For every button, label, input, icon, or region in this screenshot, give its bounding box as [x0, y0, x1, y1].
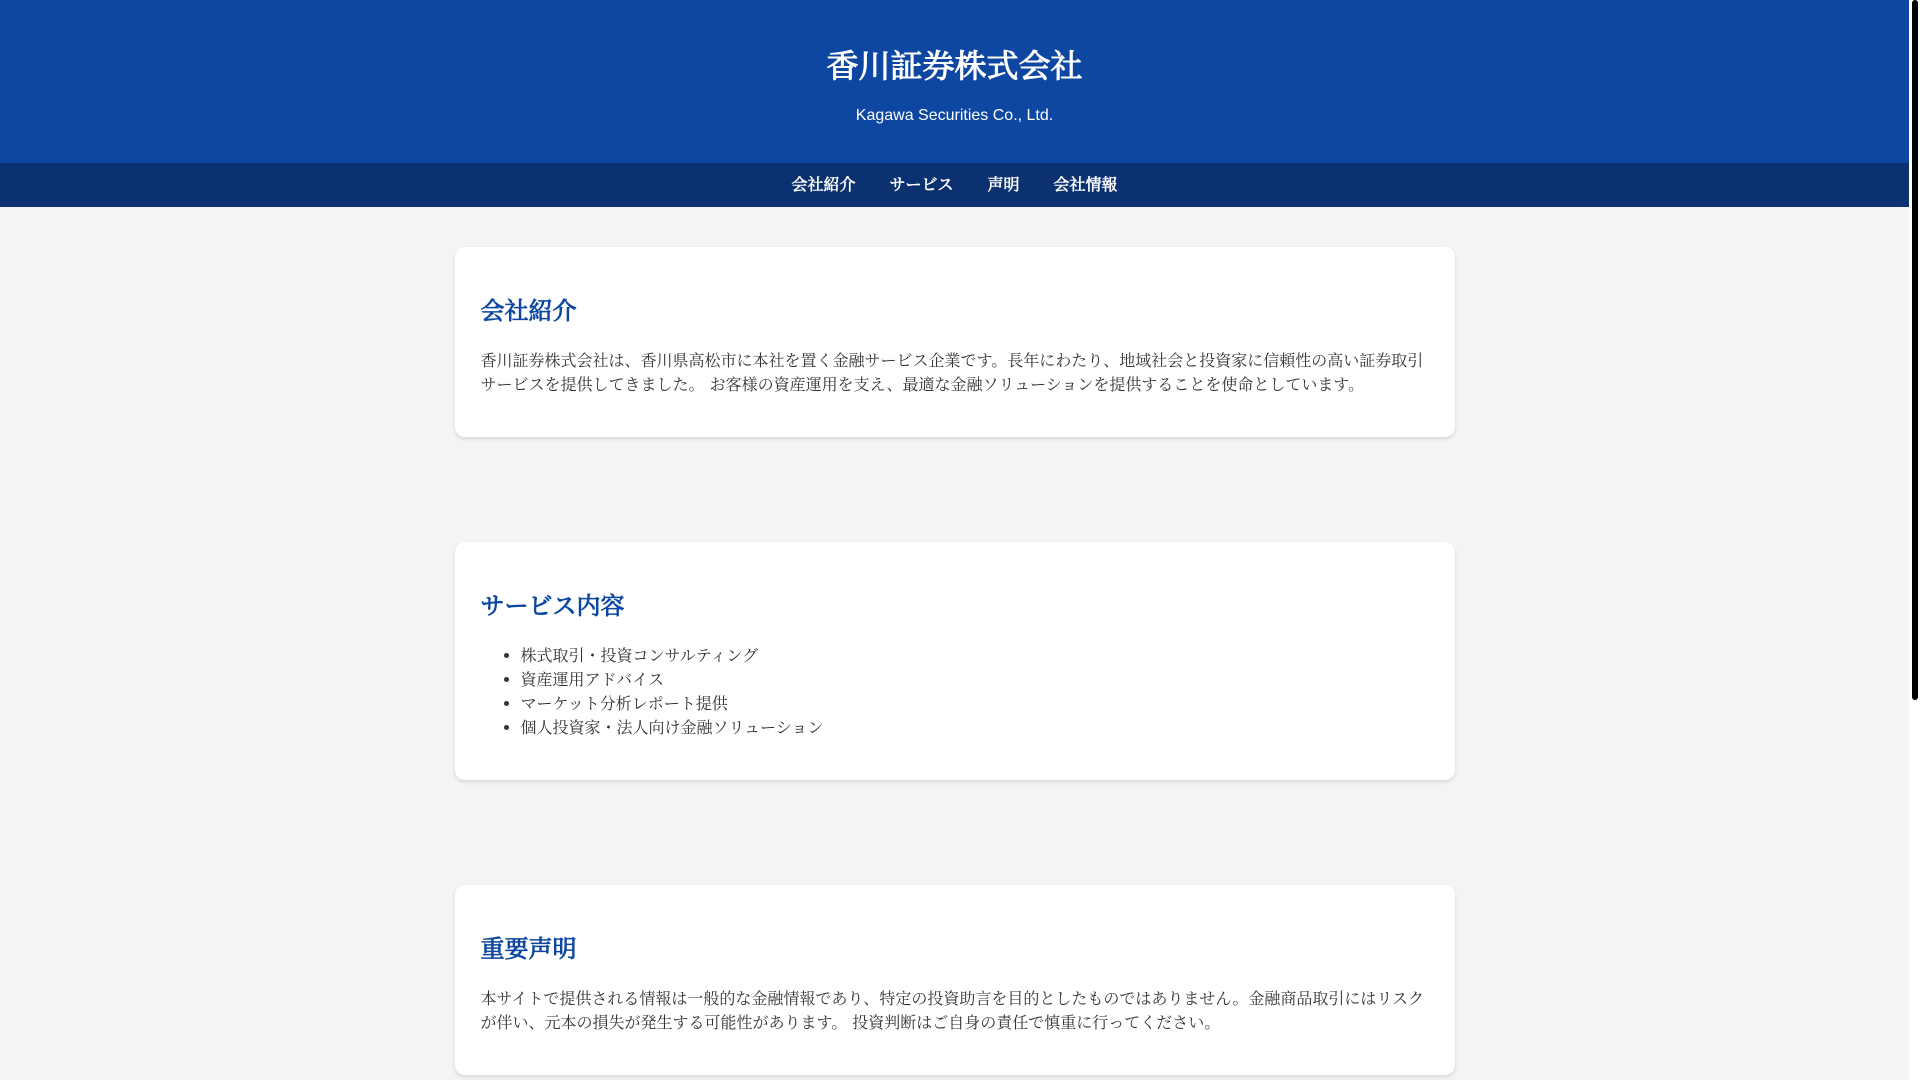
about-heading: 会社紹介	[480, 297, 577, 325]
services-list	[481, 644, 1429, 740]
site-header	[0, 0, 1909, 163]
service-item: • 株式取引・投資コンサルティング	[521, 644, 1429, 668]
statement-text: 本サイトで提供される情報は一般的な金融情報であり、特定の投資助言を目的としたものではありません。金融商品取引にはリスクが伴い、元本の損失が発生する可能性があります。 投資判断はご自身の責任で慎重に行ってください。	[480, 989, 1425, 1032]
services-heading: サービス内容	[480, 592, 625, 620]
nav-link-statement[interactable]: 声明	[987, 175, 1020, 194]
vertical-scrollbar[interactable]	[1909, 0, 1920, 1080]
site-title: 香川証券株式会社	[826, 47, 1083, 85]
main-content	[455, 207, 1455, 1075]
about-section	[455, 247, 1455, 437]
services-section	[455, 542, 1455, 780]
site-subtitle: Kagawa Securities Co., Ltd.	[855, 107, 1054, 124]
service-item: • 資産運用アドバイス	[521, 668, 1429, 692]
service-item: • 個人投資家・法人向け金融ソリューション	[521, 716, 1429, 740]
nav-link-company-info[interactable]: 会社情報	[1053, 175, 1118, 194]
statement-section	[455, 885, 1455, 1075]
main-nav	[0, 163, 1909, 207]
statement-heading: 重要声明	[480, 935, 577, 963]
scrollbar-thumb[interactable]	[1912, 0, 1918, 700]
nav-link-services[interactable]: サービス	[889, 175, 954, 194]
about-text: 香川証券株式会社は、香川県高松市に本社を置く金融サービス企業です。長年にわたり、地域社会と投資家に信頼性の高い証券取引サービスを提供してきました。 お客様の資産運用を支え、最適な金融ソリューションを提供することを使命としています。	[480, 351, 1424, 394]
service-item: • マーケット分析レポート提供	[521, 692, 1429, 716]
nav-link-about[interactable]: 会社紹介	[791, 175, 856, 194]
